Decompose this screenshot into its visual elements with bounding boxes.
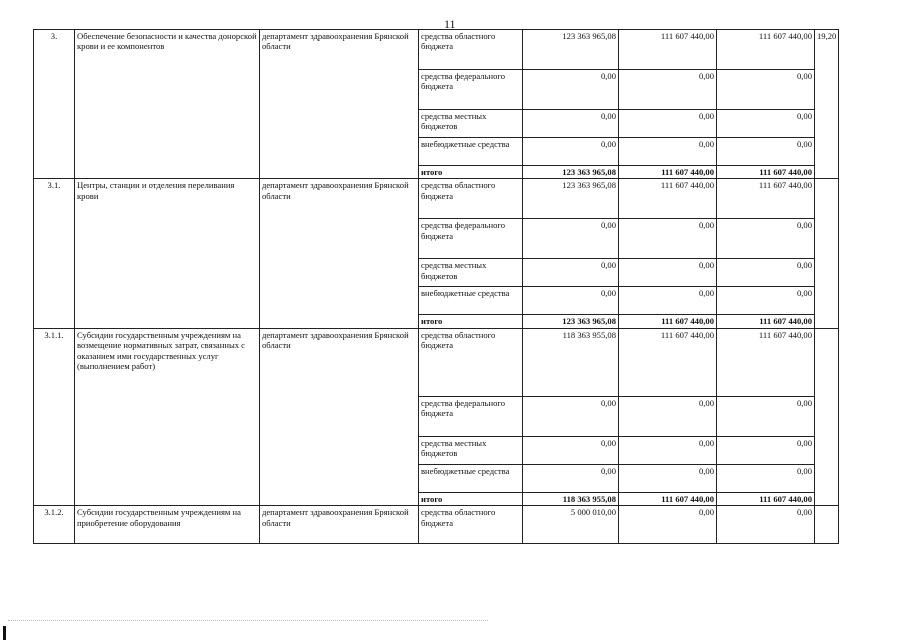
funding-source: итого	[419, 492, 523, 505]
item-number: 3.1.1.	[34, 328, 75, 505]
amount-year-1: 0,00	[523, 464, 619, 492]
funding-source: средства федерального бюджета	[419, 396, 523, 436]
executor: департамент здравоохранения Брянской области	[260, 30, 419, 179]
amount-year-3: 0,00	[717, 506, 815, 544]
amount-year-3: 111 607 440,00	[717, 315, 815, 328]
funding-source: средства областного бюджета	[419, 328, 523, 396]
amount-year-1: 0,00	[523, 110, 619, 138]
page-number: 11	[444, 17, 456, 31]
item-name: Субсидии государственным учреждениям на возмещение нормативных затрат, связанных с оказанием ими государственных услуг (выполнением работ)	[75, 328, 260, 505]
amount-year-3: 111 607 440,00	[717, 179, 815, 219]
funding-source: внебюджетные средства	[419, 138, 523, 166]
amount-year-1: 123 363 965,08	[523, 315, 619, 328]
budget-table	[33, 29, 839, 544]
executor: департамент здравоохранения Брянской области	[260, 179, 419, 328]
amount-year-1: 123 363 965,08	[523, 179, 619, 219]
amount-year-2: 111 607 440,00	[619, 492, 717, 505]
funding-source: средства местных бюджетов	[419, 436, 523, 464]
amount-year-3: 0,00	[717, 219, 815, 259]
amount-year-2: 0,00	[619, 110, 717, 138]
item-name: Обеспечение безопасности и качества донорской крови и ее компонентов	[75, 30, 260, 179]
amount-year-2: 0,00	[619, 287, 717, 315]
executor: департамент здравоохранения Брянской области	[260, 506, 419, 544]
amount-year-1: 0,00	[523, 138, 619, 166]
scan-artifact-mark	[3, 626, 6, 640]
funding-source: внебюджетные средства	[419, 464, 523, 492]
amount-year-1: 0,00	[523, 70, 619, 110]
funding-source: итого	[419, 315, 523, 328]
amount-year-3: 0,00	[717, 138, 815, 166]
funding-source: средства местных бюджетов	[419, 259, 523, 287]
indicator-value	[815, 328, 839, 505]
item-number: 3.	[34, 30, 75, 179]
funding-source: средства местных бюджетов	[419, 110, 523, 138]
amount-year-2: 0,00	[619, 219, 717, 259]
funding-source: средства областного бюджета	[419, 30, 523, 70]
amount-year-2: 111 607 440,00	[619, 328, 717, 396]
indicator-value	[815, 506, 839, 544]
table-body	[34, 30, 839, 544]
amount-year-1: 0,00	[523, 436, 619, 464]
amount-year-2: 111 607 440,00	[619, 315, 717, 328]
amount-year-2: 0,00	[619, 138, 717, 166]
amount-year-3: 111 607 440,00	[717, 166, 815, 179]
amount-year-1: 0,00	[523, 287, 619, 315]
table-row	[34, 179, 839, 219]
amount-year-1: 0,00	[523, 396, 619, 436]
funding-source: внебюджетные средства	[419, 287, 523, 315]
amount-year-2: 111 607 440,00	[619, 30, 717, 70]
amount-year-3: 0,00	[717, 110, 815, 138]
item-number: 3.1.2.	[34, 506, 75, 544]
amount-year-3: 111 607 440,00	[717, 492, 815, 505]
amount-year-2: 0,00	[619, 259, 717, 287]
indicator-value	[815, 179, 839, 328]
scan-artifact-dots	[8, 620, 488, 622]
amount-year-1: 0,00	[523, 259, 619, 287]
amount-year-2: 111 607 440,00	[619, 179, 717, 219]
amount-year-3: 0,00	[717, 287, 815, 315]
amount-year-3: 0,00	[717, 396, 815, 436]
amount-year-1: 123 363 965,08	[523, 30, 619, 70]
amount-year-3: 111 607 440,00	[717, 328, 815, 396]
amount-year-3: 0,00	[717, 70, 815, 110]
amount-year-3: 0,00	[717, 259, 815, 287]
amount-year-1: 118 363 955,08	[523, 492, 619, 505]
funding-source: средства федерального бюджета	[419, 219, 523, 259]
table-row	[34, 30, 839, 70]
executor: департамент здравоохранения Брянской области	[260, 328, 419, 505]
funding-source: итого	[419, 166, 523, 179]
amount-year-2: 0,00	[619, 70, 717, 110]
indicator-value: 19,20	[815, 30, 839, 179]
amount-year-1: 0,00	[523, 219, 619, 259]
amount-year-1: 123 363 965,08	[523, 166, 619, 179]
amount-year-2: 0,00	[619, 396, 717, 436]
amount-year-3: 0,00	[717, 464, 815, 492]
amount-year-1: 118 363 955,08	[523, 328, 619, 396]
table-row	[34, 506, 839, 544]
amount-year-3: 111 607 440,00	[717, 30, 815, 70]
amount-year-2: 0,00	[619, 506, 717, 544]
amount-year-2: 0,00	[619, 464, 717, 492]
amount-year-2: 111 607 440,00	[619, 166, 717, 179]
funding-source: средства федерального бюджета	[419, 70, 523, 110]
item-name: Центры, станции и отделения переливания крови	[75, 179, 260, 328]
item-number: 3.1.	[34, 179, 75, 328]
funding-source: средства областного бюджета	[419, 506, 523, 544]
funding-source: средства областного бюджета	[419, 179, 523, 219]
amount-year-3: 0,00	[717, 436, 815, 464]
table-row	[34, 328, 839, 396]
item-name: Субсидии государственным учреждениям на приобретение оборудования	[75, 506, 260, 544]
amount-year-2: 0,00	[619, 436, 717, 464]
amount-year-1: 5 000 010,00	[523, 506, 619, 544]
